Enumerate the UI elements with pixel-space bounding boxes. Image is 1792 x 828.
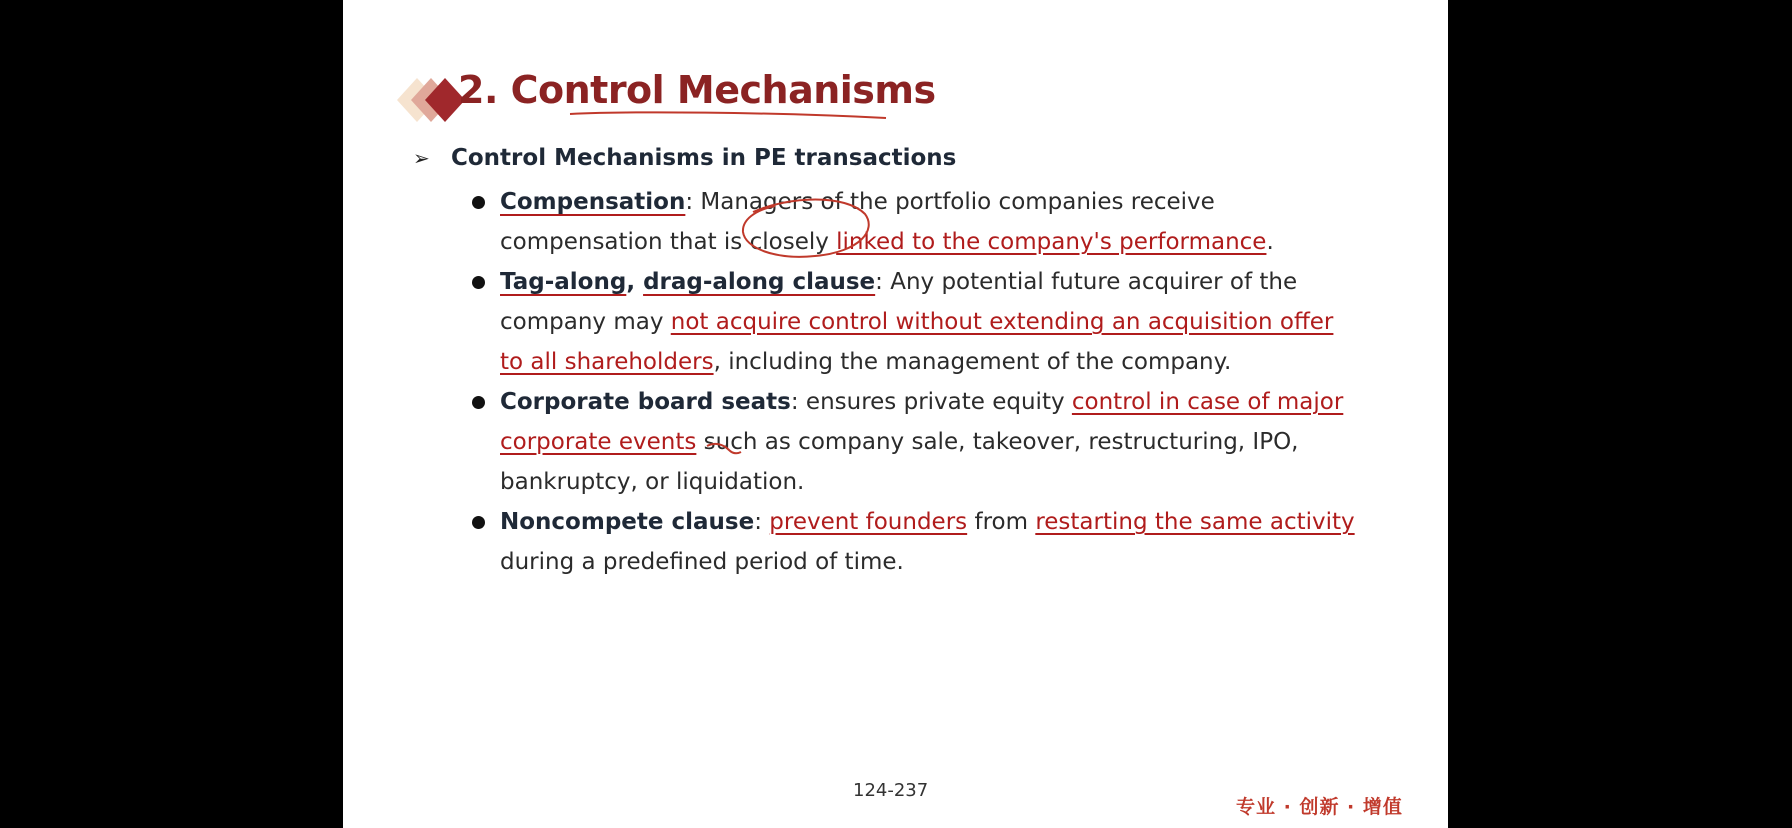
text: : Managers of the portfolio companies receive compensation that is closely [500, 189, 1215, 255]
bullet-dot-icon [472, 196, 485, 209]
title-handwritten-underline [568, 106, 888, 126]
text: such as company sale, takeover, restructuring, IPO, bankruptcy, or liquidation. [500, 429, 1299, 495]
bullet-compensation [453, 182, 1358, 262]
highlight-major-events: control in case of major corporate events [500, 389, 1344, 455]
bullet-tag-along [453, 262, 1358, 382]
text: : [754, 509, 770, 535]
section-heading [413, 145, 956, 171]
term-drag-along: drag-along clause [643, 269, 876, 295]
bullet-list [453, 182, 1358, 582]
bullet-dot-icon [472, 516, 485, 529]
text: : ensures private equity [790, 389, 1072, 415]
text: from [967, 509, 1036, 535]
term-separator: , [626, 269, 644, 295]
page-number: 124-237 [853, 780, 929, 801]
bullet-noncompete [453, 502, 1358, 582]
section-heading-text: Control Mechanisms in PE transactions [451, 145, 957, 171]
term-noncompete: Noncompete clause [500, 509, 755, 535]
highlight-linked-performance: linked to the company's performance [836, 229, 1267, 255]
term-tag-along: Tag-along [500, 269, 627, 295]
footer-slogan: 专业 · 创新 · 增值 [1236, 796, 1403, 818]
highlight-acquisition-offer: not acquire control without extending an acquisition offer to all shareholders [500, 309, 1334, 375]
highlight-restarting-activity: restarting the same activity [1035, 509, 1355, 535]
slide-title: 2. Control Mechanisms [458, 68, 936, 112]
highlight-prevent-founders: prevent founders [769, 509, 968, 535]
arrowhead-bullet-icon: ➢ [413, 146, 430, 170]
term-board-seats: Corporate board seats [500, 389, 791, 415]
term-compensation: Compensation [500, 189, 686, 215]
slide [343, 0, 1448, 828]
text: during a predefined period of time. [500, 549, 904, 575]
bullet-board-seats [453, 382, 1358, 502]
text: : Any potential future acquirer of the company may [500, 269, 1298, 335]
text: . [1266, 229, 1274, 255]
text: , including the management of the company. [713, 349, 1232, 375]
bullet-dot-icon [472, 276, 485, 289]
bullet-dot-icon [472, 396, 485, 409]
